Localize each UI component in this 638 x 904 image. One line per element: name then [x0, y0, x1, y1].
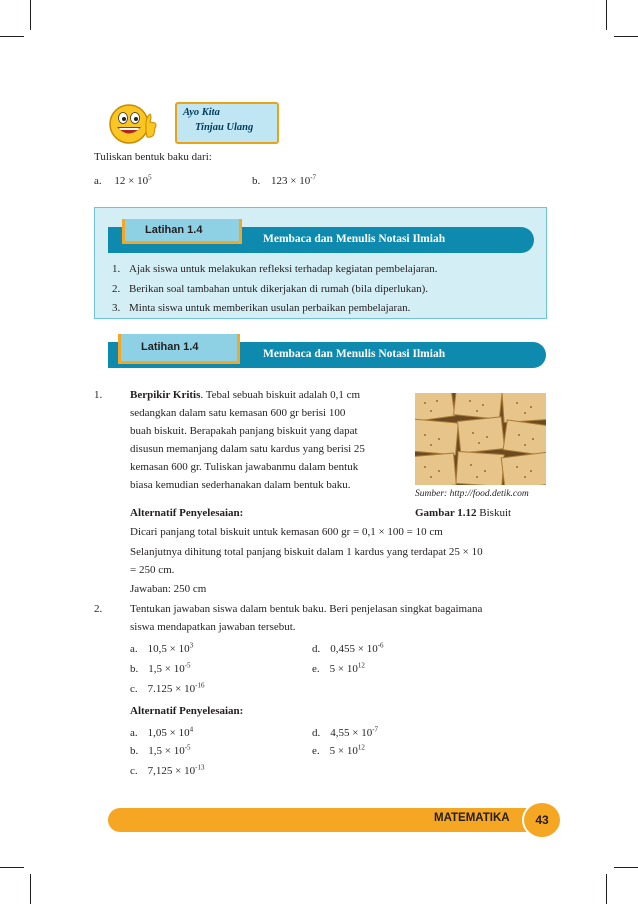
- item-label: c.: [130, 765, 138, 777]
- item-value: 5 × 10: [329, 745, 358, 757]
- reflection-item-2: [112, 283, 428, 295]
- item-exponent: -7: [310, 173, 317, 182]
- item-text: Berikan soal tambahan untuk dikerjakan di rumah (bila diperlukan).: [129, 283, 429, 295]
- item-exponent: 4: [189, 725, 194, 734]
- solution-line: Selanjutnya dihitung total panjang biskuit dalam 1 kardus yang terdapat 25 × 10: [130, 546, 483, 558]
- question-1-line: buah biskuit. Berapakah panjang biskuit yang dapat: [130, 425, 358, 437]
- answer-item: [130, 727, 193, 739]
- question-1-line: disusun memanjang dalam satu kardus yang berisi 25: [130, 443, 365, 455]
- latihan-title: Membaca dan Menulis Notasi Ilmiah: [263, 233, 446, 245]
- figure-caption: [415, 507, 511, 519]
- item-exponent: -5: [184, 743, 191, 752]
- item-exponent: -13: [195, 763, 205, 772]
- reflection-item-3: [112, 302, 410, 314]
- item-exponent: 12: [357, 661, 365, 670]
- answer-item: [130, 745, 191, 757]
- question-2-item: [130, 663, 191, 675]
- item-value: 1,5 × 10: [148, 745, 185, 757]
- latihan-title: Membaca dan Menulis Notasi Ilmiah: [263, 348, 446, 360]
- item-label: a.: [130, 727, 138, 739]
- item-value: 10,5 × 10: [147, 643, 190, 655]
- figure-caption-bold: Gambar 1.12: [415, 507, 477, 519]
- biscuit-photo: [415, 393, 546, 485]
- item-label: b.: [130, 745, 139, 757]
- crop-mark: [30, 874, 31, 904]
- crop-mark: [614, 36, 638, 37]
- ayo-line2: Tinjau Ulang: [195, 122, 254, 133]
- question-2-item: [130, 643, 193, 655]
- item-exponent: 3: [189, 641, 194, 650]
- question-2-line: siswa mendapatkan jawaban tersebut.: [130, 621, 296, 633]
- item-exponent: -6: [377, 641, 384, 650]
- question-1-text: . Tebal sebuah biskuit adalah 0,1 cm: [200, 389, 361, 401]
- item-exponent: -5: [184, 661, 191, 670]
- review-item-a: [94, 175, 152, 187]
- question-2-item: [312, 663, 365, 675]
- figure-caption-text: Biskuit: [476, 507, 512, 519]
- item-text: Ajak siswa untuk melakukan refleksi terhadap kegiatan pembelajaran.: [129, 263, 438, 275]
- question-1-line: sedangkan dalam satu kemasan 600 gr berisi 100: [130, 407, 346, 419]
- solution-line: = 250 cm.: [130, 564, 175, 576]
- answer-item: [312, 745, 365, 757]
- solution-heading: Alternatif Penyelesaian:: [130, 507, 244, 519]
- item-label: d.: [312, 643, 321, 655]
- latihan-tab: Latihan 1.4: [122, 219, 242, 244]
- item-label: d.: [312, 727, 321, 739]
- item-label: b.: [130, 663, 139, 675]
- item-number: 3.: [112, 302, 121, 314]
- crop-mark: [0, 867, 24, 868]
- crop-mark: [614, 867, 638, 868]
- item-label: c.: [130, 683, 138, 695]
- item-number: 1.: [112, 263, 121, 275]
- question-2-line: Tentukan jawaban siswa dalam bentuk baku. Beri penjelasan singkat bagaimana: [130, 603, 483, 615]
- item-value: 1,5 × 10: [148, 663, 185, 675]
- answer-item: [130, 765, 204, 777]
- page-number: 43: [522, 801, 562, 839]
- item-value: 7.125 × 10: [147, 683, 196, 695]
- crop-mark: [606, 0, 607, 30]
- item-value: 4,55 × 10: [330, 727, 373, 739]
- question-1-number: 1.: [94, 389, 103, 401]
- figure-source: Sumber: http://food.detik.com: [415, 489, 529, 499]
- item-value: 1,05 × 10: [147, 727, 190, 739]
- item-label: b.: [252, 175, 261, 187]
- item-exponent: 12: [357, 743, 365, 752]
- reflection-item-1: [112, 263, 438, 275]
- item-value: 0,455 × 10: [330, 643, 378, 655]
- item-exponent: -7: [372, 725, 379, 734]
- item-label: e.: [312, 663, 320, 675]
- question-2-item: [312, 643, 384, 655]
- crop-mark: [0, 36, 24, 37]
- item-label: e.: [312, 745, 320, 757]
- ayo-line1: Ayo Kita: [183, 107, 220, 118]
- question-1-bold: Berpikir Kritis: [130, 389, 201, 401]
- solution-answer: Jawaban: 250 cm: [130, 583, 207, 595]
- footer-subject: MATEMATIKA: [434, 812, 510, 824]
- solution-heading: Alternatif Penyelesaian:: [130, 705, 244, 717]
- solution-line: Dicari panjang total biskuit untuk kemasan 600 gr = 0,1 × 100 = 10 cm: [130, 526, 443, 538]
- question-2-number: 2.: [94, 603, 103, 615]
- item-exponent: 5: [148, 173, 152, 182]
- crop-mark: [606, 874, 607, 904]
- latihan-tab: Latihan 1.4: [118, 334, 240, 364]
- item-value: 12 × 10: [114, 175, 149, 187]
- item-value: 5 × 10: [329, 663, 358, 675]
- review-item-b: [252, 175, 316, 187]
- question-1-line: [130, 389, 360, 401]
- question-1-line: kemasan 600 gr. Tuliskan jawabanmu dalam bentuk: [130, 461, 359, 473]
- item-value: 7,125 × 10: [147, 765, 196, 777]
- item-label: a.: [94, 175, 102, 187]
- item-exponent: -16: [195, 681, 205, 690]
- review-prompt: Tuliskan bentuk baku dari:: [94, 151, 212, 163]
- item-text: Minta siswa untuk memberikan usulan perbaikan pembelajaran.: [129, 302, 411, 314]
- question-1-line: biasa kemudian sederhanakan dalam bentuk baku.: [130, 479, 351, 491]
- smiley-thumbs-up-icon: [108, 102, 158, 146]
- crop-mark: [30, 0, 31, 30]
- item-label: a.: [130, 643, 138, 655]
- question-2-item: [130, 683, 204, 695]
- ayo-kita-banner: [175, 102, 279, 144]
- answer-item: [312, 727, 378, 739]
- item-number: 2.: [112, 283, 121, 295]
- item-value: 123 × 10: [271, 175, 311, 187]
